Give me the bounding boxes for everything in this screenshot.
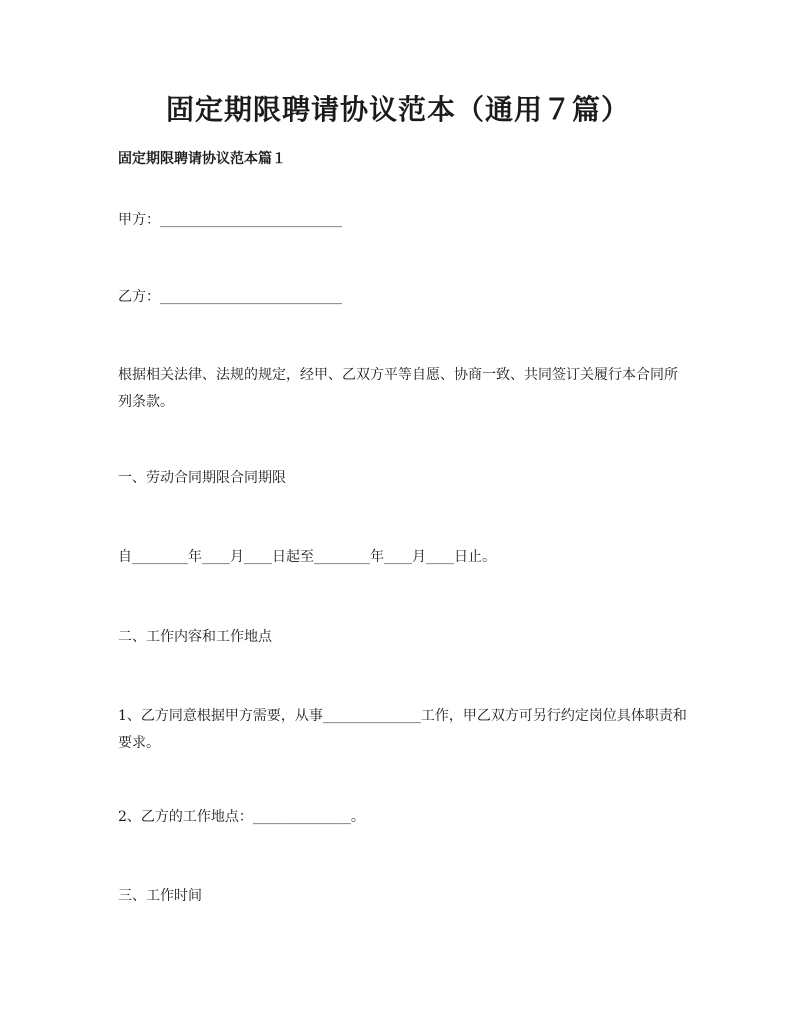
document-title: 固定期限聘请协议范本（通用７篇） <box>165 93 630 126</box>
section-2-heading: 二、工作内容和工作地点 <box>118 629 272 645</box>
party-a-line: 甲方：__________________________ <box>118 212 342 228</box>
party-b-line: 乙方：__________________________ <box>118 289 342 305</box>
intro-paragraph: 根据相关法律、法规的规定，经甲、乙双方平等自愿、协商一致、共同签订关履行本合同所列条款。 <box>118 367 678 410</box>
section-subtitle: 固定期限聘请协议范本篇１ <box>118 151 286 167</box>
section-1-heading: 一、劳动合同期限合同期限 <box>118 470 286 486</box>
section-2-item-2: 2、乙方的工作地点：______________。 <box>118 809 365 825</box>
section-3-heading: 三、工作时间 <box>118 888 202 904</box>
contract-term-line: 自________年____月____日起至________年____月____日止。 <box>118 549 496 565</box>
section-2-item-1: 1、乙方同意根据甲方需要，从事______________工作，甲乙双方可另行约定岗位具体职责和要求。 <box>118 708 687 751</box>
